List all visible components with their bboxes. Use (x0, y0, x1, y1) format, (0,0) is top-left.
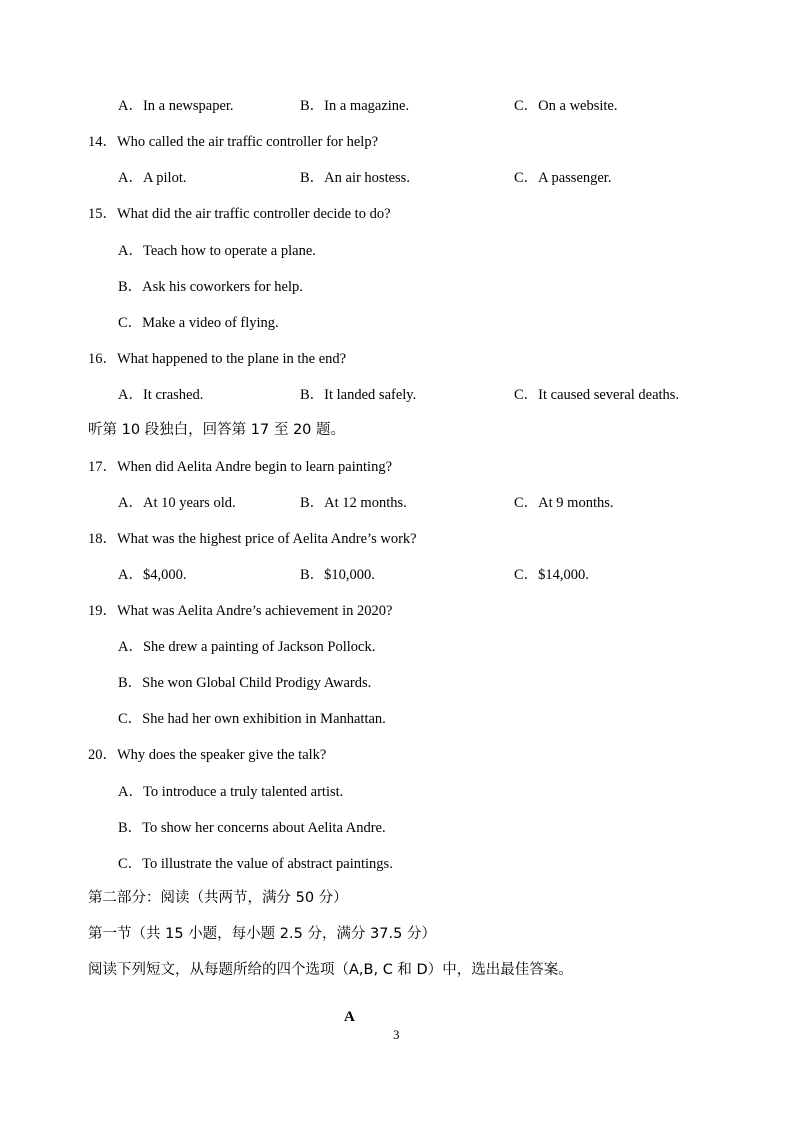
q13-option-a: A．In a newspaper. (118, 98, 234, 114)
q13-option-c: C．On a website. (514, 98, 618, 114)
q16-stem: 16．What happened to the plane in the end? (88, 351, 347, 367)
q19-option-a: A．She drew a painting of Jackson Pollock. (118, 639, 376, 655)
q17-option-a: A．At 10 years old. (118, 495, 236, 511)
q15-option-a: A．Teach how to operate a plane. (118, 243, 316, 259)
section-1-heading: 第一节（共 15 小题，每小题 2.5 分，满分 37.5 分） (88, 926, 436, 942)
q20-option-b: B．To show her concerns about Aelita Andre. (118, 820, 386, 836)
q15-option-b: B．Ask his coworkers for help. (118, 279, 303, 295)
q15-stem: 15．What did the air traffic controller decide to do? (88, 206, 391, 222)
q18-option-b: B．$10,000. (300, 567, 375, 583)
q19-stem: 19．What was Aelita Andre’s achievement in 2020? (88, 603, 393, 619)
q16-option-a: A．It crashed. (118, 387, 204, 403)
q17-stem: 17．When did Aelita Andre begin to learn painting? (88, 459, 393, 475)
q13-option-b: B．In a magazine. (300, 98, 410, 114)
q18-option-c: C．$14,000. (514, 567, 589, 583)
q19-option-c: C．She had her own exhibition in Manhattan. (118, 711, 386, 727)
page-number: 3 (393, 1027, 400, 1042)
q16-option-b: B．It landed safely. (300, 387, 417, 403)
q18-option-a: A．$4,000. (118, 567, 187, 583)
section-10-instruction: 听第 10 段独白，回答第 17 至 20 题。 (88, 422, 346, 438)
q17-option-b: B．At 12 months. (300, 495, 407, 511)
q18-stem: 18．What was the highest price of Aelita Andre’s work? (88, 531, 417, 547)
q14-option-b: B．An air hostess. (300, 170, 410, 186)
part-2-heading: 第二部分：阅读（共两节，满分 50 分） (88, 890, 348, 906)
q20-option-a: A．To introduce a truly talented artist. (118, 784, 344, 800)
q15-option-c: C．Make a video of flying. (118, 315, 279, 331)
q20-stem: 20．Why does the speaker give the talk? (88, 747, 327, 763)
q17-option-c: C．At 9 months. (514, 495, 614, 511)
q14-option-a: A．A pilot. (118, 170, 187, 186)
reading-instruction: 阅读下列短文，从每题所给的四个选项（A,B, C 和 D）中，选出最佳答案。 (88, 962, 573, 978)
q14-stem: 14．Who called the air traffic controller for help? (88, 134, 379, 150)
passage-label: A (344, 1009, 355, 1025)
q20-option-c: C．To illustrate the value of abstract paintings. (118, 856, 393, 872)
q14-option-c: C．A passenger. (514, 170, 612, 186)
q16-option-c: C．It caused several deaths. (514, 387, 680, 403)
q19-option-b: B．She won Global Child Prodigy Awards. (118, 675, 372, 691)
